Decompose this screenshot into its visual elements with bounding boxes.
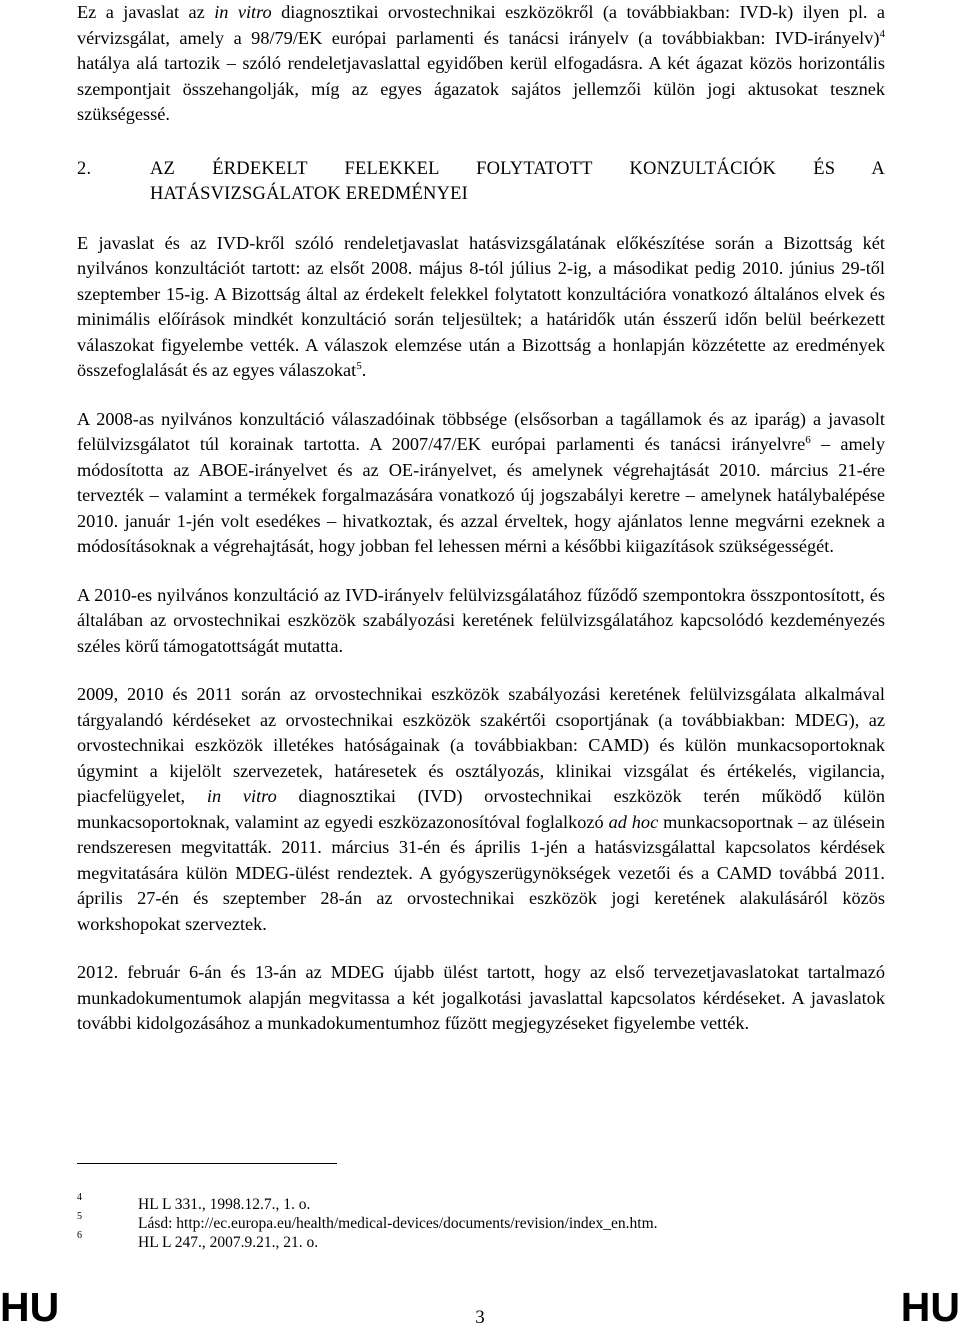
paragraph-consultations: E javaslat és az IVD-kről szóló rendeletjavaslat hatásvizsgálatának előkészítése során a Bizottság két nyilvános konzultációt tartott: az elsőt 2008. május 8-tól július 2-ig, a másodikat pedig 2010. június 29-től szeptember 15-ig. A Bizottság által az érdekelt felekkel folytatott konzultációra vonatkozó általános elvek és minimális előírások mindkét konzultáció során teljesültek; a határidők után ésszerű időn belül beérkezett válaszokat figyelembe vették. A válaszok elemzése után a Bizottság a honlapján közzétette az eredmények összefoglalását és az egyes válaszokat$^5$. bbox=[77, 232, 885, 380]
language-code-left: HU bbox=[0, 1284, 60, 1330]
italic-in-vitro-2: in vitro bbox=[206, 786, 277, 806]
footnote-link-text[interactable]: Lásd: http://ec.europa.eu/health/medical-devices/documents/revision/index_en.htm. bbox=[138, 1215, 658, 1232]
footnotes bbox=[77, 1192, 885, 1252]
document-body bbox=[77, 0, 885, 1037]
page-number: 3 bbox=[475, 1307, 485, 1328]
footnote-separator bbox=[77, 1163, 337, 1164]
footnote-number: 6 bbox=[77, 1230, 82, 1241]
footnote-ref-6[interactable]: 6 bbox=[805, 433, 811, 446]
paragraph-2010-consultation: A 2010-es nyilvános konzultáció az IVD-irányelv felülvizsgálatához fűződő szempontokra összpontosított, és általában az orvostechnikai eszközök szabályozási keretének felülvizsgálatához kapcsolódó kezdeményezés széles körű támogatottságát mutatta. bbox=[77, 584, 885, 656]
paragraph-intro: Ez a javaslat az in vitro diagnosztikai orvostechnikai eszközökről (a továbbiakban: IVD-k) ilyen pl. a vérvizsgálat, amely a 98/79/EK európai parlamenti és tanácsi irányelv (a továbbiakban: IVD-irányelv)$^4$ hatálya alá tartozik – szóló rendeletjavaslattal egyidőben kerül elfogadásra. A két ágazat közös horizontális szempontjait összehangolják, míg az egyes ágazatok sajátos jellemzői külön jogi aktusokat tesznek szükségessé. bbox=[77, 2, 886, 124]
italic-in-vitro: in vitro bbox=[214, 2, 272, 22]
language-code-right: HU bbox=[900, 1284, 960, 1330]
footnote-5 bbox=[77, 1211, 885, 1233]
paragraph-mdeg-2012: 2012. február 6-án és 13-án az MDEG újabb ülést tartott, hogy az első tervezetjavaslatokat tartalmazó munkadokumentumok alapján megvitassa a két jogalkotási javaslattal kapcsolatos kérdéseket. A javaslatok további kidolgozásához a munkadokumentumhoz fűzött megjegyzéseket figyelembe vették. bbox=[77, 962, 885, 1033]
footnote-text: HL L 247., 2007.9.21., 21. o. bbox=[138, 1234, 319, 1251]
footnote-ref-4[interactable]: 4 bbox=[879, 27, 885, 40]
footnote-ref-5[interactable]: 5 bbox=[356, 359, 362, 372]
footnote-6 bbox=[77, 1230, 885, 1252]
section-heading bbox=[77, 157, 885, 208]
section-title: AZ ÉRDEKELT FELEKKEL FOLYTATOTT KONZULTÁCIÓK ÉS A HATÁSVIZSGÁLATOK EREDMÉNYEI bbox=[150, 158, 885, 204]
italic-ad-hoc: ad hoc bbox=[608, 811, 659, 832]
footnote-number: 4 bbox=[77, 1192, 82, 1203]
footnote-4 bbox=[77, 1192, 885, 1214]
page-footer bbox=[0, 1284, 960, 1330]
footnote-text: HL L 331., 1998.12.7., 1. o. bbox=[138, 1196, 311, 1213]
section-number: 2. bbox=[77, 158, 92, 179]
paragraph-expert-groups: 2009, 2010 és 2011 során az orvostechnikai eszközök szabályozási keretének felülvizsgálata alkalmával tárgyalandó kérdéseket az orvostechnikai eszközök szakértői csoportjának (a továbbiakban: MDEG), az orvostechnikai eszközök illetékes hatóságainak (a továbbiakban: CAMD) és külön munkacsoportoknak úgymint a kijelölt szervezetek, határesetek és osztályozás, klinikai vizsgálat és értékelés, vigilancia, piacfelügyelet, in vitro diagnosztikai (IVD) orvostechnikai eszközök terén működő külön munkacsoportoknak, valamint az egyedi eszközazonosítóval foglalkozó ad hoc munkacsoportnak – az ülésein rendszeresen megvitatták. 2011. március 31-én és április 1-jén a hatásvizsgálattal kapcsolatos kérdések megvitatására külön MDEG-ülést rendeztek. A gyógyszerügynökségek vezetői és a CAMD továbbá 2011. április 27-én és szeptember 28-án az orvostechnikai eszközök jogi keretének alakulásáról közös workshopokat szerveztek. bbox=[77, 684, 886, 934]
footnote-number: 5 bbox=[77, 1211, 82, 1222]
paragraph-2008-consultation: A 2008-as nyilvános konzultáció válaszadóinak többsége (elsősorban a tagállamok és az iparág) a javasolt felülvizsgálatot túl korainak tartotta. A 2007/47/EK európai parlamenti és tanácsi irányelvre$^6$ – amely módosította az ABOE-irányelvet és az OE-irányelvet, és amelynek végrehajtását 2010. március 21-ére tervezték – valamint a termékek forgalmazására vonatkozó új jogszabályi keretre – amelynek hatálybalépése 2010. január 1-jén volt esedékes – hivatkoztak, és azzal érveltek, hogy ajánlatos lenne megvárni ezeknek a módosításoknak a végrehajtását, hogy jobban fel lehessen mérni a későbbi kiigazítások szükségességét. bbox=[77, 408, 886, 556]
